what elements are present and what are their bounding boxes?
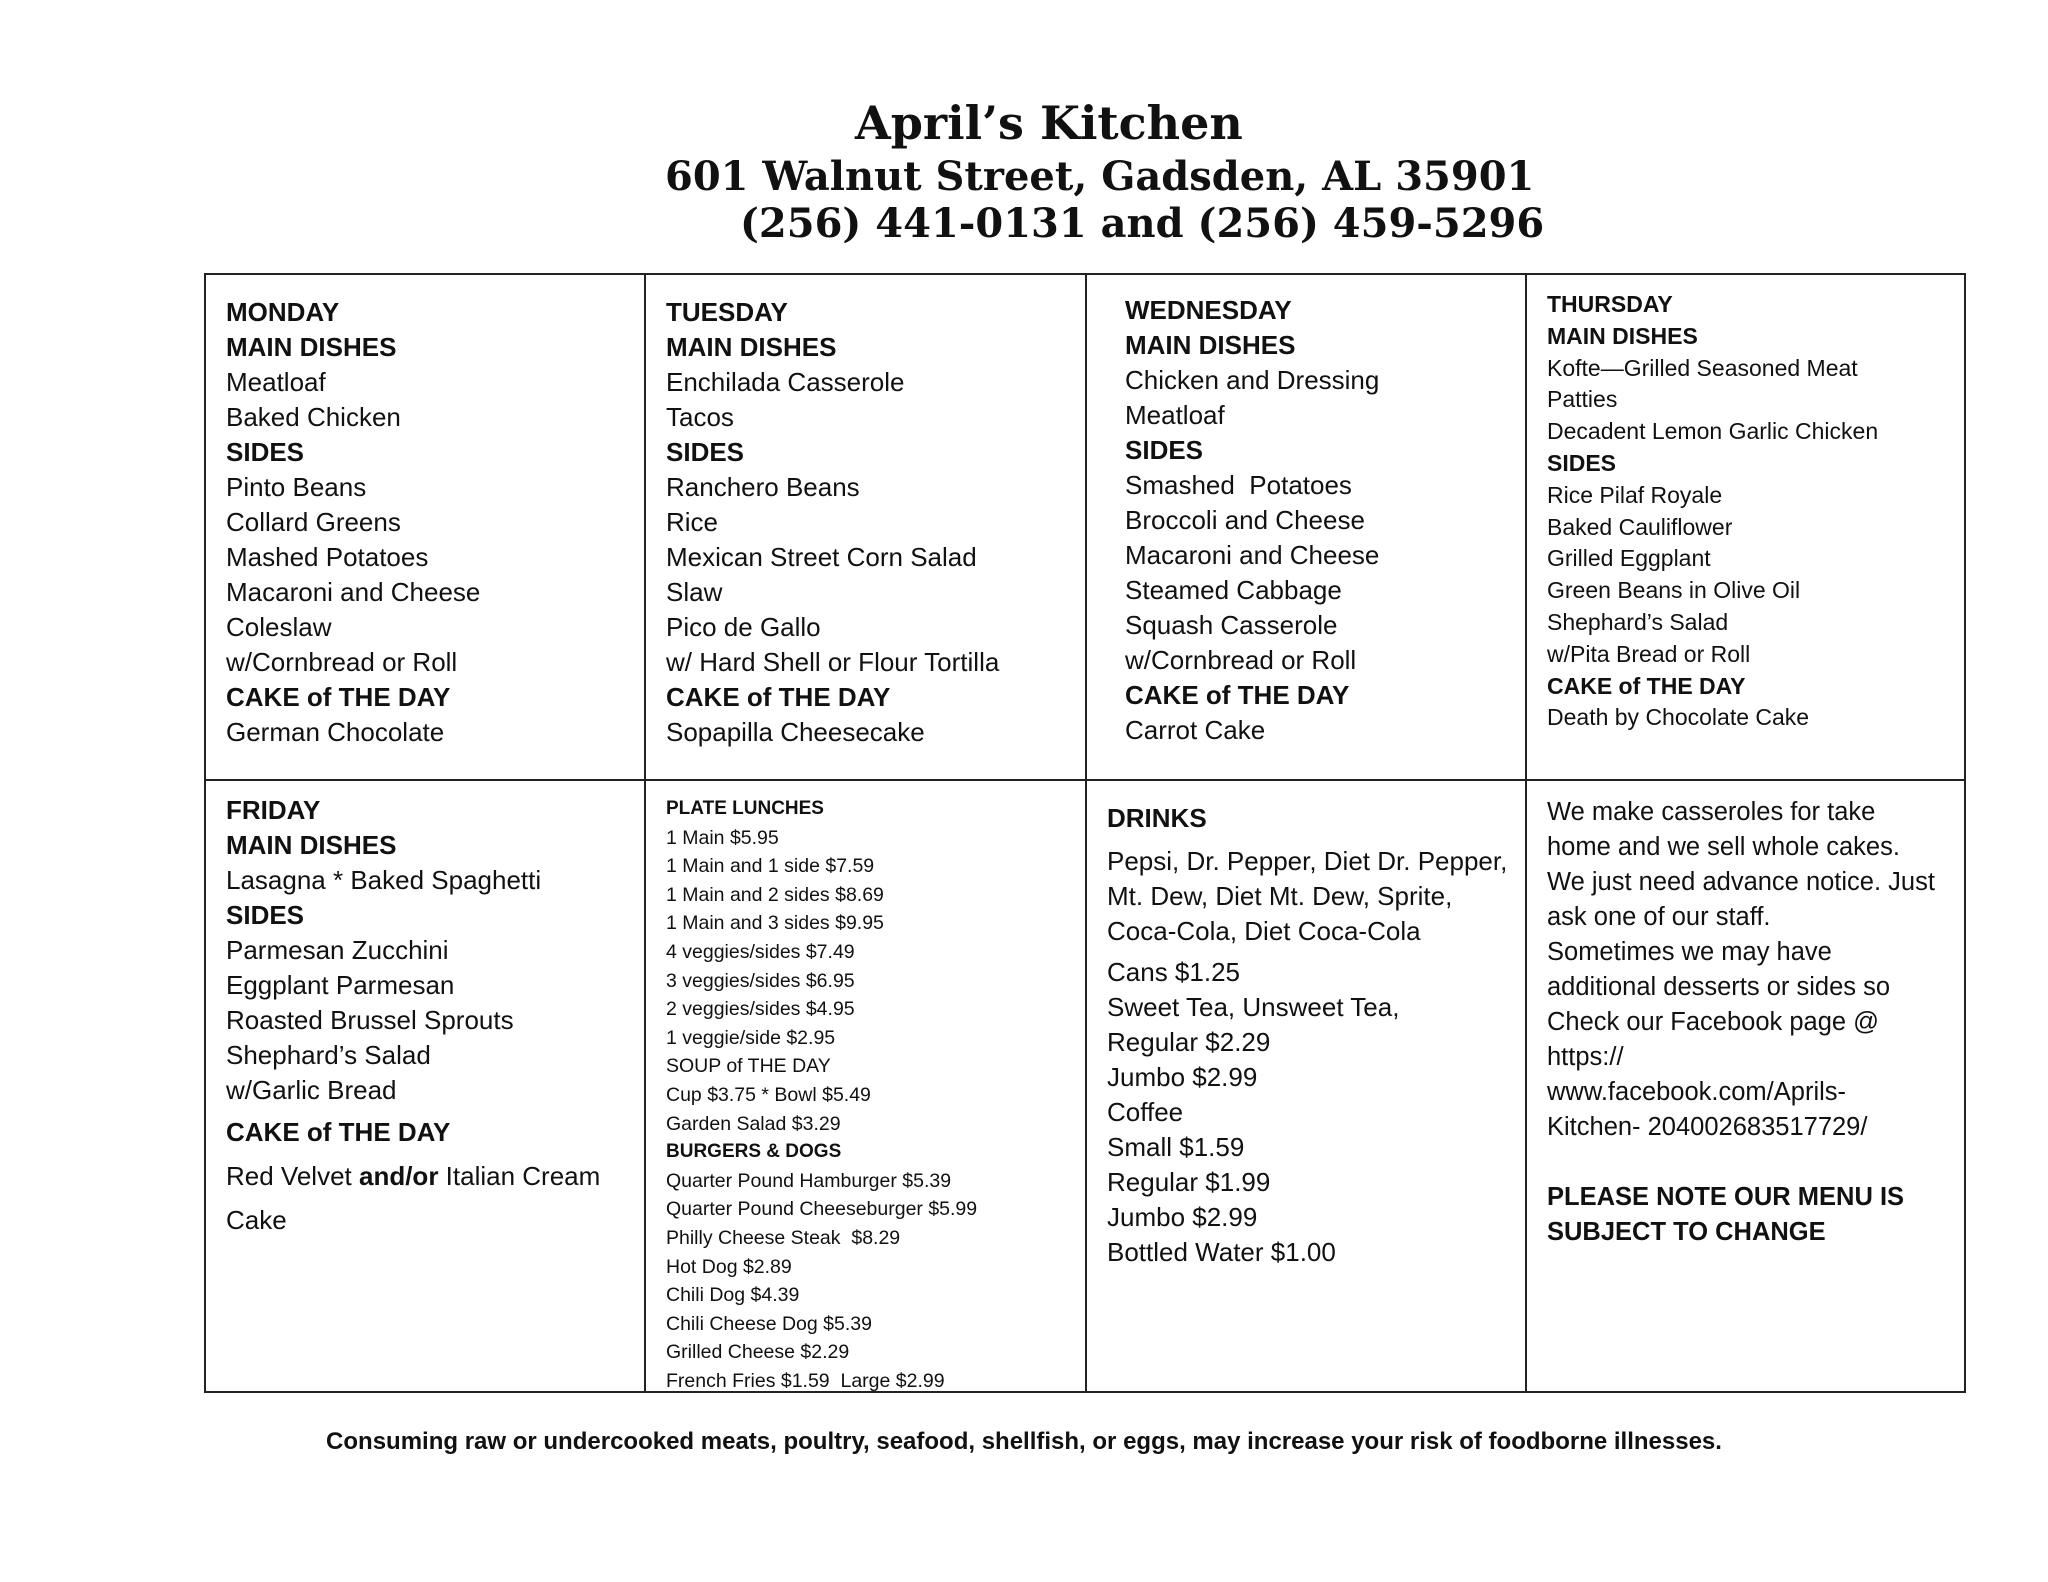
soda-list-line: Pepsi, Dr. Pepper, Diet Dr. Pepper, xyxy=(1107,846,1508,876)
side-item: Grilled Eggplant xyxy=(1547,545,1711,572)
price-item: Quarter Pound Cheeseburger $5.99 xyxy=(666,1198,978,1221)
price-item: 3 veggies/sides $6.95 xyxy=(666,969,855,992)
drink-price-item: Cans $1.25 xyxy=(1107,957,1240,987)
side-item: w/Garlic Bread xyxy=(226,1075,397,1105)
drinks-cell xyxy=(1087,781,1527,1391)
price-item: Garden Salad $3.29 xyxy=(666,1112,841,1135)
main-dishes-heading: MAIN DISHES xyxy=(226,830,397,860)
cake-item: Carrot Cake xyxy=(1125,715,1266,745)
note-line: Sometimes we may have xyxy=(1547,938,1832,966)
side-item: Pico de Gallo xyxy=(666,612,821,642)
drink-price-item: Regular $1.99 xyxy=(1107,1167,1271,1197)
friday-cell xyxy=(206,781,646,1391)
drink-price-item: Sweet Tea, Unsweet Tea, xyxy=(1107,992,1400,1022)
main-dish-item: Decadent Lemon Garlic Chicken xyxy=(1547,418,1879,445)
monday-cell xyxy=(206,275,646,781)
side-item: Steamed Cabbage xyxy=(1125,575,1342,605)
main-dishes-heading: MAIN DISHES xyxy=(226,332,397,362)
thursday-cell xyxy=(1527,275,1964,781)
plate-lunches-heading: PLATE LUNCHES xyxy=(666,798,824,819)
main-dish-item: Lasagna * Baked Spaghetti xyxy=(226,865,542,895)
side-item: Pinto Beans xyxy=(226,472,367,502)
price-item: Chili Dog $4.39 xyxy=(666,1284,800,1307)
side-item: w/Pita Bread or Roll xyxy=(1547,640,1751,667)
facebook-link-line[interactable]: www.facebook.com/Aprils- xyxy=(1547,1078,1847,1106)
price-item: 4 veggies/sides $7.49 xyxy=(666,940,855,963)
spacer-line xyxy=(1547,1145,1954,1180)
cake-name-part: Red Velvet xyxy=(226,1161,359,1191)
drink-price-item: Jumbo $2.99 xyxy=(1107,1202,1258,1232)
drink-price-item: Coffee xyxy=(1107,1097,1184,1127)
price-item: French Fries $1.59 Large $2.99 xyxy=(666,1369,945,1391)
main-dishes-heading: MAIN DISHES xyxy=(666,332,837,362)
soup-heading: SOUP of THE DAY xyxy=(666,1055,831,1078)
cake-name-part: Italian Cream xyxy=(438,1161,601,1191)
side-item: Broccoli and Cheese xyxy=(1125,505,1365,535)
food-safety-disclaimer: Consuming raw or undercooked meats, poultry, seafood, shellfish, or eggs, may increase your risk of foodborne illnesses. xyxy=(326,1428,1722,1455)
price-item: 1 Main and 2 sides $8.69 xyxy=(666,883,884,906)
main-dish-item: Tacos xyxy=(666,402,734,432)
main-dishes-heading: MAIN DISHES xyxy=(1125,330,1296,360)
note-line: additional desserts or sides so xyxy=(1547,973,1891,1001)
side-item: Rice Pilaf Royale xyxy=(1547,481,1723,508)
cake-item: German Chocolate xyxy=(226,717,445,747)
plate-lunches-cell xyxy=(646,781,1087,1391)
burgers-heading: BURGERS & DOGS xyxy=(666,1141,842,1163)
main-dish-item: Kofte—Grilled Seasoned Meat xyxy=(1547,354,1858,381)
price-item: Quarter Pound Hamburger $5.39 xyxy=(666,1169,952,1192)
sides-heading: SIDES xyxy=(1125,435,1204,465)
menu-change-notice: PLEASE NOTE OUR MENU IS xyxy=(1547,1183,1905,1211)
drink-price-item: Bottled Water $1.00 xyxy=(1107,1237,1336,1267)
price-item: Cup $3.75 * Bowl $5.49 xyxy=(666,1083,871,1106)
side-item: Coleslaw xyxy=(226,612,332,642)
cake-heading: CAKE of THE DAY xyxy=(1547,672,1746,699)
cake-item: Sopapilla Cheesecake xyxy=(666,717,925,747)
main-dish-item: Baked Chicken xyxy=(226,402,401,432)
note-line: Check our Facebook page @ xyxy=(1547,1008,1880,1036)
drink-price-item: Regular $2.29 xyxy=(1107,1027,1271,1057)
cake-item xyxy=(226,1156,634,1196)
side-item: Ranchero Beans xyxy=(666,472,860,502)
side-item: Collard Greens xyxy=(226,507,401,537)
facebook-link-line[interactable]: Kitchen- 204002683517729/ xyxy=(1547,1113,1868,1141)
day-heading: MONDAY xyxy=(226,297,340,327)
day-heading: THURSDAY xyxy=(1547,291,1673,317)
side-item: Squash Casserole xyxy=(1125,610,1338,640)
drinks-heading: DRINKS xyxy=(1107,803,1207,833)
soda-list-line: Mt. Dew, Diet Mt. Dew, Sprite, xyxy=(1107,881,1453,911)
sides-heading: SIDES xyxy=(666,437,745,467)
side-item: Macaroni and Cheese xyxy=(1125,540,1380,570)
side-item: Baked Cauliflower xyxy=(1547,513,1733,540)
price-item: Grilled Cheese $2.29 xyxy=(666,1341,850,1364)
main-dish-item: Patties xyxy=(1547,386,1618,413)
cake-item: Death by Chocolate Cake xyxy=(1547,704,1810,731)
weekly-menu-grid xyxy=(204,273,1966,1393)
tuesday-cell xyxy=(646,275,1087,781)
price-item: 1 Main $5.95 xyxy=(666,826,779,849)
sides-heading: SIDES xyxy=(1547,449,1617,476)
day-heading: WEDNESDAY xyxy=(1125,295,1292,325)
price-item: 2 veggies/sides $4.95 xyxy=(666,998,855,1021)
facebook-link-line[interactable]: https:// xyxy=(1547,1043,1624,1071)
side-item: Parmesan Zucchini xyxy=(226,935,449,965)
notes-cell xyxy=(1527,781,1964,1391)
side-item: Eggplant Parmesan xyxy=(226,970,455,1000)
side-item: w/Cornbread or Roll xyxy=(226,647,458,677)
cake-heading: CAKE of THE DAY xyxy=(226,1117,451,1147)
price-item: 1 Main and 1 side $7.59 xyxy=(666,855,875,878)
day-heading: TUESDAY xyxy=(666,297,788,327)
side-item: Mexican Street Corn Salad xyxy=(666,542,977,572)
main-dish-item: Chicken and Dressing xyxy=(1125,365,1380,395)
side-item: Shephard’s Salad xyxy=(1547,608,1729,635)
soda-list-line: Coca-Cola, Diet Coca-Cola xyxy=(1107,916,1421,946)
side-item: Slaw xyxy=(666,577,723,607)
side-item: Green Beans in Olive Oil xyxy=(1547,577,1801,604)
side-item: Shephard’s Salad xyxy=(226,1040,431,1070)
day-heading: FRIDAY xyxy=(226,795,321,825)
restaurant-phones: (256) 441-0131 and (256) 459-5296 xyxy=(740,200,1545,247)
main-dish-item: Meatloaf xyxy=(226,367,326,397)
sides-heading: SIDES xyxy=(226,437,305,467)
cake-connector: and/or xyxy=(358,1161,439,1191)
menu-change-notice: SUBJECT TO CHANGE xyxy=(1547,1218,1826,1246)
side-item: Smashed Potatoes xyxy=(1125,470,1352,500)
sides-heading: SIDES xyxy=(226,900,305,930)
drink-price-item: Small $1.59 xyxy=(1107,1132,1245,1162)
cake-item-continued: Cake xyxy=(226,1205,287,1235)
main-dish-item: Meatloaf xyxy=(1125,400,1225,430)
price-item: Hot Dog $2.89 xyxy=(666,1255,792,1278)
restaurant-title: April’s Kitchen xyxy=(855,96,1243,150)
price-item: Chili Cheese Dog $5.39 xyxy=(666,1312,872,1335)
drink-price-item: Jumbo $2.99 xyxy=(1107,1062,1258,1092)
price-item: Philly Cheese Steak $8.29 xyxy=(666,1226,901,1249)
note-line: We just need advance notice. Just xyxy=(1547,868,1935,896)
side-item: w/ Hard Shell or Flour Tortilla xyxy=(666,647,1000,677)
price-item: 1 veggie/side $2.95 xyxy=(666,1026,836,1049)
cake-heading: CAKE of THE DAY xyxy=(226,682,451,712)
cake-heading: CAKE of THE DAY xyxy=(666,682,891,712)
note-line: home and we sell whole cakes. xyxy=(1547,833,1900,861)
note-line: We make casseroles for take xyxy=(1547,798,1876,826)
side-item: Rice xyxy=(666,507,719,537)
side-item: Mashed Potatoes xyxy=(226,542,429,572)
main-dish-item: Enchilada Casserole xyxy=(666,367,905,397)
side-item: Roasted Brussel Sprouts xyxy=(226,1005,514,1035)
side-item: w/Cornbread or Roll xyxy=(1125,645,1357,675)
cake-heading: CAKE of THE DAY xyxy=(1125,680,1350,710)
main-dishes-heading: MAIN DISHES xyxy=(1547,322,1698,349)
side-item: Macaroni and Cheese xyxy=(226,577,481,607)
wednesday-cell xyxy=(1087,275,1527,781)
price-item: 1 Main and 3 sides $9.95 xyxy=(666,912,884,935)
restaurant-address: 601 Walnut Street, Gadsden, AL 35901 xyxy=(665,153,1535,200)
note-line: ask one of our staff. xyxy=(1547,903,1771,931)
